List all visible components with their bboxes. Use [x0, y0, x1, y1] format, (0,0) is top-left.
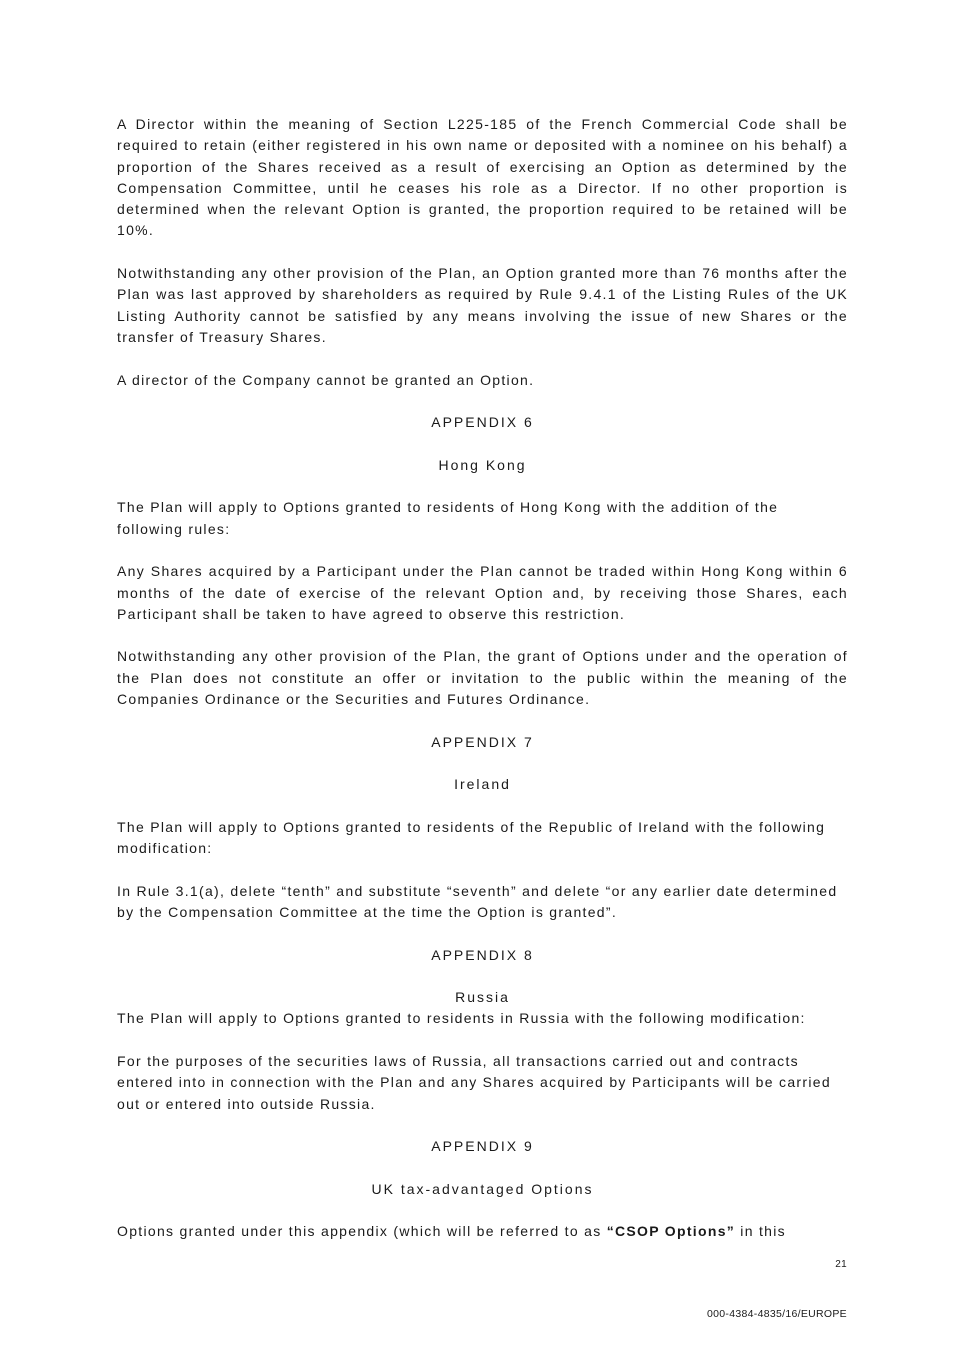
- paragraph-russia-intro: The Plan will apply to Options granted to residents in Russia with the following modification:: [117, 1010, 806, 1027]
- footer-reference: 000-4384-4835/16/EUROPE: [707, 1308, 847, 1320]
- paragraph-russia-securities-laws: For the purposes of the securities laws of Russia, all transactions carried out and contracts entered into in connection with the Plan and any Shares acquired by Participants will be carried out or entered into outside Russia.: [117, 1053, 831, 1112]
- appendix-7-subtitle: Ireland: [454, 776, 511, 793]
- paragraph-csop-options: [117, 1221, 848, 1242]
- appendix-8-title: APPENDIX 8: [431, 946, 534, 963]
- paragraph-listing-rules: Notwithstanding any other provision of the Plan, an Option granted more than 76 months after the Plan was last approved by shareholders as required by Rule 9.4.1 of the Listing Rules of the UK Listing Authority cannot be satisfied by any means involving the issue of new Shares or the transfer of Treasury Shares.: [117, 265, 848, 345]
- csop-options-bold-term: “CSOP Options”: [606, 1223, 736, 1240]
- appendix-9-subtitle: UK tax-advantaged Options: [371, 1180, 594, 1197]
- paragraph-hong-kong-intro: The Plan will apply to Options granted to residents of Hong Kong with the addition of the following rules:: [117, 499, 779, 537]
- appendix-9-title: APPENDIX 9: [431, 1138, 534, 1155]
- appendix-6-title: APPENDIX 6: [431, 414, 534, 431]
- paragraph-ireland-rule-modification: In Rule 3.1(a), delete “tenth” and substitute “seventh” and delete “or any earlier date determined by the Compensation Committee at the time the Option is granted”.: [117, 882, 838, 920]
- paragraph-hong-kong-public-offer: Notwithstanding any other provision of the Plan, the grant of Options under and the operation of the Plan does not constitute an offer or invitation to the public within the meaning of the Companies Ordinance or the Securities and Futures Ordinance.: [117, 648, 848, 708]
- csop-options-prefix: Options granted under this appendix (which will be referred to as: [117, 1223, 607, 1240]
- paragraph-ireland-intro: The Plan will apply to Options granted to residents of the Republic of Ireland with the following modification:: [117, 818, 826, 857]
- document-body: [117, 114, 848, 1264]
- appendix-6-subtitle: Hong Kong: [438, 456, 527, 473]
- page-number: 21: [835, 1259, 847, 1270]
- paragraph-hong-kong-trading-restriction: Any Shares acquired by a Participant under the Plan cannot be traded within Hong Kong within 6 months of the date of exercise of the relevant Option and, by receiving those Shares, each Participant shall be taken to have agreed to observe this restriction.: [117, 563, 848, 622]
- appendix-8-subtitle: Russia: [455, 989, 510, 1006]
- appendix-7-title: APPENDIX 7: [431, 733, 534, 750]
- paragraph-no-director-grant: A director of the Company cannot be granted an Option.: [117, 371, 535, 388]
- csop-options-suffix: in this: [735, 1223, 786, 1240]
- paragraph-director-retention: A Director within the meaning of Section L225-185 of the French Commercial Code shall be required to retain (either registered in his own name or deposited with a nominee on his behalf) a proportion of the Shares received as a result of exercising an Option as determined by the Compensation Committee, until he ceases his role as a Director. If no other proportion is determined when the relevant Option is granted, the proportion required to be retained will be 10%.: [117, 116, 848, 239]
